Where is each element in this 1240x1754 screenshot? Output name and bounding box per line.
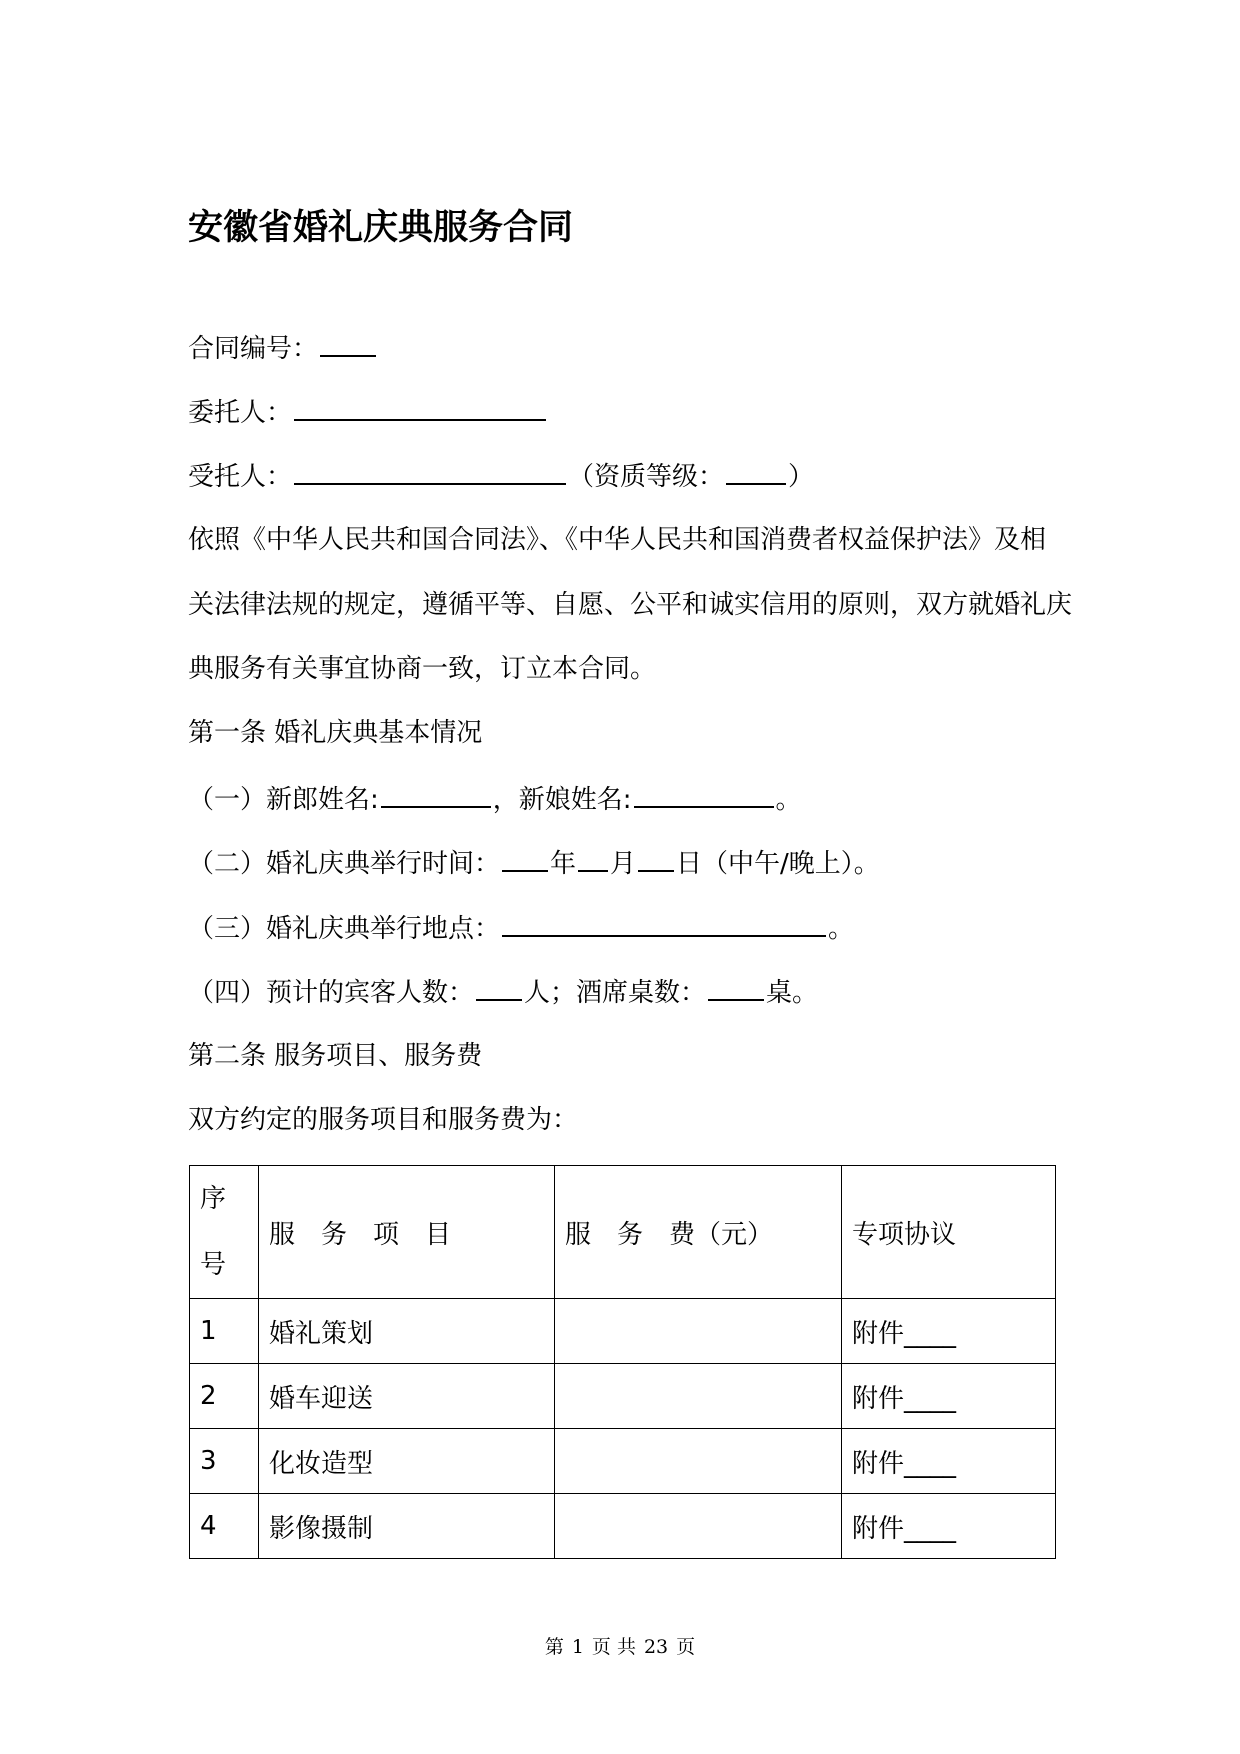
- table-row: [190, 1299, 1056, 1364]
- row-fee: [555, 1429, 842, 1494]
- article1-item2: [188, 844, 880, 882]
- agent-label: 受托人：: [188, 462, 293, 492]
- row-item: 婚车迎送: [259, 1364, 555, 1429]
- row-seq: 3: [190, 1429, 259, 1494]
- table-count-blank: [708, 973, 764, 1001]
- row-agreement: 附件____: [842, 1429, 1056, 1494]
- item1-end: 。: [775, 785, 802, 815]
- month-label: 月: [610, 849, 637, 879]
- month-blank: [578, 844, 608, 872]
- day-label: 日（中午/晚上）。: [676, 849, 880, 879]
- footer-page-number: 1: [571, 1636, 584, 1658]
- article1-item3: [188, 909, 854, 947]
- row-item: 化妆造型: [259, 1429, 555, 1494]
- groom-name-label: （一）新郎姓名:: [188, 785, 379, 815]
- table-row: [190, 1494, 1056, 1559]
- bride-name-blank: [634, 780, 774, 808]
- agent-blank: [294, 457, 566, 485]
- guest-count-label: （四）预计的宾客人数：: [188, 978, 475, 1008]
- document-title: 安徽省婚礼庆典服务合同: [188, 208, 574, 248]
- article2-intro: 双方约定的服务项目和服务费为：: [188, 1105, 579, 1135]
- table-header-row: [190, 1166, 1056, 1299]
- table-row: [190, 1429, 1056, 1494]
- bride-name-label: ，新娘姓名:: [492, 785, 632, 815]
- row-agreement: 附件____: [842, 1364, 1056, 1429]
- preamble-line-2: 关法律法规的规定，遵循平等、自愿、公平和诚实信用的原则，双方就婚礼庆: [188, 590, 1073, 620]
- header-seq-line1: 序: [200, 1184, 227, 1214]
- footer-page-label: 第: [544, 1636, 564, 1658]
- guest-count-blank: [476, 973, 522, 1001]
- row-agreement: 附件____: [842, 1299, 1056, 1364]
- table-count-label: 人；酒席桌数：: [524, 978, 707, 1008]
- client-line: [188, 393, 548, 431]
- footer-page-total: 23: [643, 1636, 669, 1658]
- contract-number-blank: [320, 329, 376, 357]
- row-agreement: 附件____: [842, 1494, 1056, 1559]
- footer-page-end: 页: [676, 1636, 696, 1658]
- table-row: [190, 1364, 1056, 1429]
- year-blank: [502, 844, 548, 872]
- row-fee: [555, 1364, 842, 1429]
- header-agreement: 专项协议: [842, 1166, 1056, 1299]
- row-seq: 1: [190, 1299, 259, 1364]
- ceremony-location-label: （三）婚礼庆典举行地点：: [188, 914, 501, 944]
- item4-end: 桌。: [766, 978, 819, 1008]
- row-item: 婚礼策划: [259, 1299, 555, 1364]
- article1-heading: 第一条 婚礼庆典基本情况: [188, 718, 483, 748]
- preamble-line-3: 典服务有关事宜协商一致，订立本合同。: [188, 654, 657, 684]
- contract-number-line: [188, 329, 378, 367]
- client-blank: [294, 393, 546, 421]
- preamble-line-1: 依照《中华人民共和国合同法》、《中华人民共和国消费者权益保护法》及相: [188, 525, 1047, 555]
- client-label: 委托人：: [188, 398, 293, 428]
- article1-item1: [188, 780, 802, 818]
- qualification-blank: [726, 457, 786, 485]
- contract-number-label: 合同编号：: [188, 334, 319, 364]
- header-seq-line2: 号: [200, 1250, 227, 1280]
- page-footer: [0, 1632, 1240, 1659]
- row-seq: 4: [190, 1494, 259, 1559]
- groom-name-blank: [381, 780, 491, 808]
- day-blank: [638, 844, 674, 872]
- location-blank: [502, 909, 826, 937]
- year-label: 年: [550, 849, 577, 879]
- row-seq: 2: [190, 1364, 259, 1429]
- service-table: [189, 1165, 1056, 1559]
- agent-line: [188, 457, 814, 495]
- row-item: 影像摄制: [259, 1494, 555, 1559]
- footer-page-of: 页 共: [591, 1636, 636, 1658]
- qualification-close: ）: [788, 462, 815, 492]
- qualification-label: （资质等级：: [568, 462, 725, 492]
- article2-heading: 第二条 服务项目、服务费: [188, 1041, 483, 1071]
- header-seq: [190, 1166, 259, 1299]
- row-fee: [555, 1494, 842, 1559]
- header-item: 服 务 项 目: [259, 1166, 555, 1299]
- article1-item4: [188, 973, 818, 1011]
- item3-end: 。: [828, 914, 855, 944]
- ceremony-time-label: （二）婚礼庆典举行时间：: [188, 849, 501, 879]
- row-fee: [555, 1299, 842, 1364]
- header-fee: 服 务 费（元）: [555, 1166, 842, 1299]
